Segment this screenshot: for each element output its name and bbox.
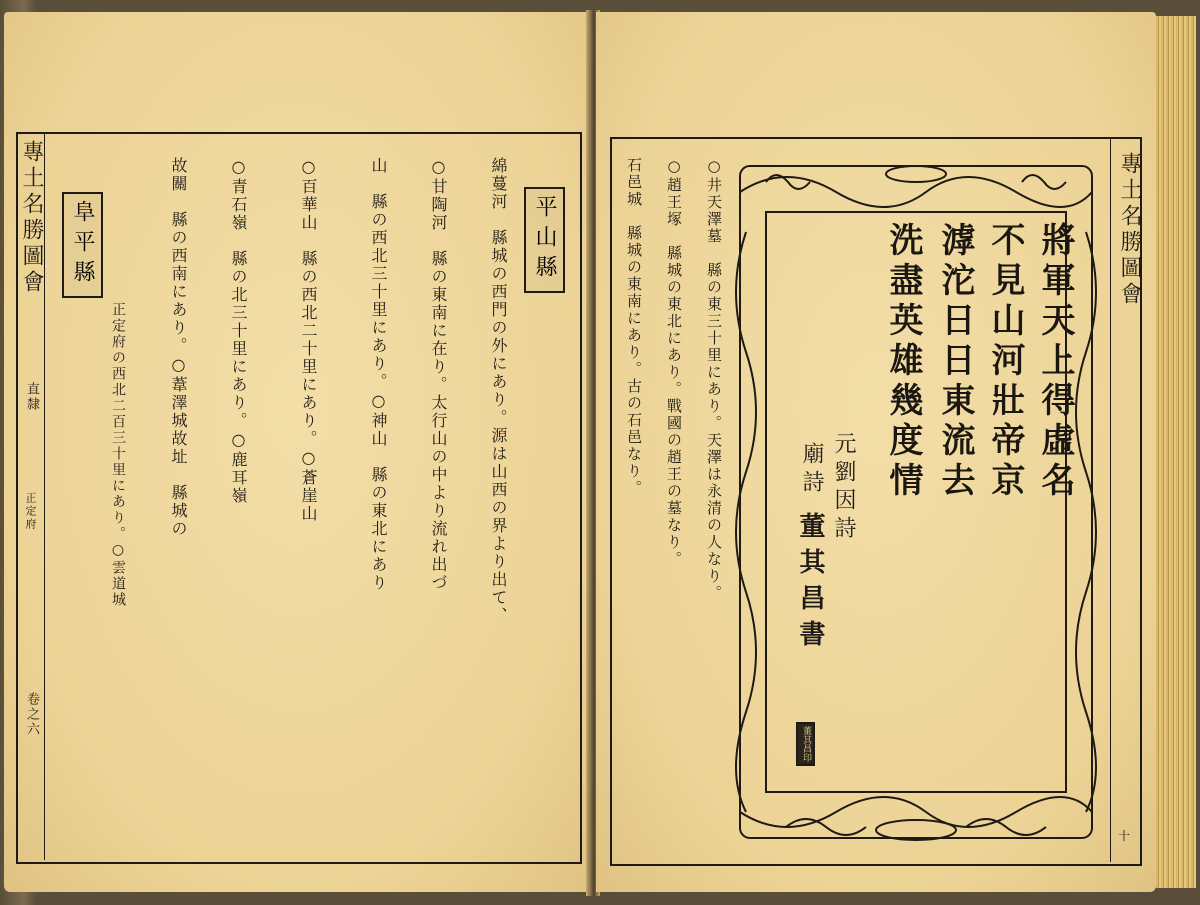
- poem-line-4: 洗盡英雄幾度情: [883, 222, 923, 502]
- left-col-2: ○甘陶河 縣の東南に在り。太行山の中より流れ出づ: [429, 157, 448, 592]
- right-page: [596, 12, 1156, 892]
- left-col-3: 山 縣の西北三十里にあり。○神山 縣の東北にあり: [369, 157, 388, 592]
- poem-author: 元劉因詩: [831, 432, 856, 544]
- left-page: [4, 12, 592, 892]
- right-side-title: 專土名勝圖會: [1117, 152, 1142, 308]
- left-margin-label-bottom: 卷之六: [24, 692, 39, 737]
- left-margin-label-mid: 正定府: [24, 492, 37, 531]
- right-col-3: ○井天澤墓 縣の東三十里にあり。天澤は永清の人なり。: [705, 157, 723, 602]
- right-col-2: ○趙王塚 縣城の東北にあり。戰國の趙王の墓なり。: [665, 157, 683, 568]
- left-margin-label-top: 直隸: [24, 382, 39, 412]
- cartouche-fuping-county: 阜平縣: [62, 192, 103, 298]
- left-col-4: ○百華山 縣の西北二十里にあり。○蒼崖山: [299, 157, 318, 523]
- poem-line-3: 滹沱日日東流去: [935, 222, 975, 502]
- left-col-7: 正定府の西北二百三十里にあり。○雲道城: [110, 302, 126, 608]
- cartouche-pingshan-county: 平山縣: [524, 187, 565, 293]
- left-col-5: ○青石嶺 縣の北三十里にあり。○鹿耳嶺: [229, 157, 248, 505]
- poem-line-1: 將軍天上得虛名: [1035, 222, 1075, 502]
- left-side-title: 專土名勝圖會: [19, 140, 44, 296]
- left-col-1: 綿蔓河 縣城の西門の外にあり。源は山西の界より出て、: [489, 157, 508, 625]
- left-col-6: 故關 縣の西南にあり。○葦澤城故址 縣城の: [169, 157, 188, 538]
- page-edges: [1156, 16, 1196, 888]
- poem-author-2: 廟詩: [799, 442, 824, 498]
- calligrapher-signature: 董其昌書: [795, 512, 825, 656]
- calligrapher-seal: 董其昌印: [796, 722, 815, 766]
- poem-line-2: 不見山河壯帝京: [985, 222, 1025, 502]
- folio-number: 十: [1118, 829, 1131, 843]
- right-col-1: 石邑城 縣城の東南にあり。古の石邑なり。: [625, 157, 643, 497]
